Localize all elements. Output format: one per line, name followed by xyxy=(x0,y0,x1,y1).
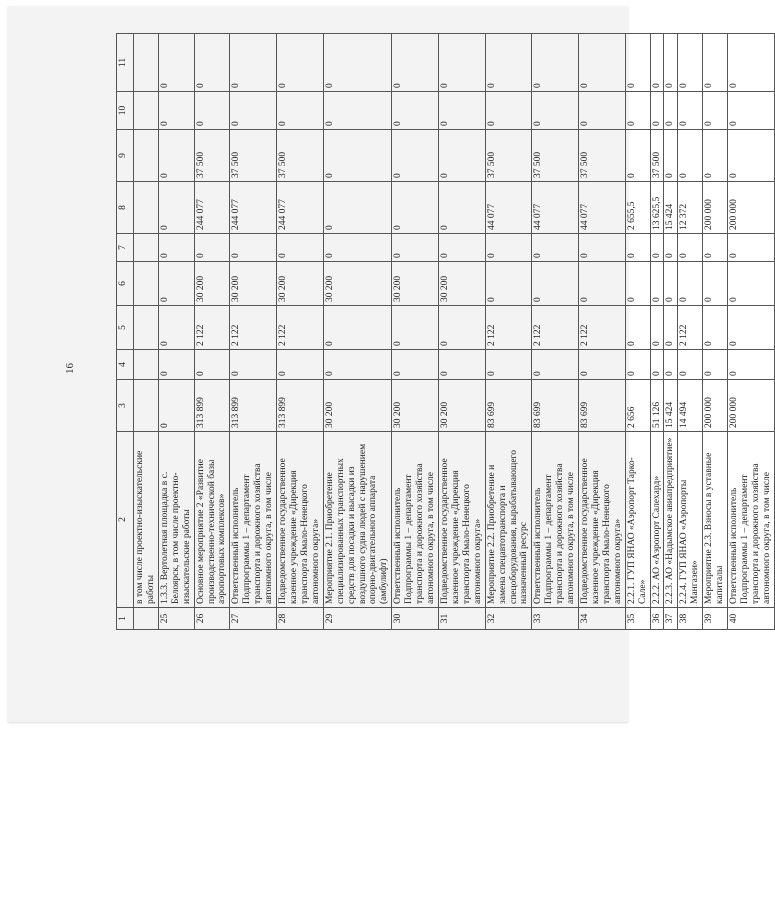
table-row xyxy=(664,34,678,630)
row-value: 0 xyxy=(703,306,728,350)
row-value: 0 xyxy=(230,34,277,92)
row-number: 36 xyxy=(650,608,664,630)
row-name: 2.2.3. АО «Надымское авиапредприятие» xyxy=(664,432,678,608)
row-value xyxy=(134,130,159,182)
row-value: 0 xyxy=(678,130,703,182)
row-value: 244 077 xyxy=(230,182,277,234)
row-value: 0 xyxy=(194,34,230,92)
row-value: 14 494 xyxy=(678,380,703,432)
row-value: 0 xyxy=(438,182,485,234)
row-value: 15 424 xyxy=(664,380,678,432)
row-value: 0 xyxy=(438,234,485,262)
row-value: 0 xyxy=(678,262,703,306)
row-value: 37 500 xyxy=(650,130,664,182)
column-header: 3 xyxy=(117,380,134,432)
row-value: 0 xyxy=(664,92,678,130)
row-value: 0 xyxy=(664,350,678,380)
row-value: 313 899 xyxy=(230,380,277,432)
row-value: 37 500 xyxy=(194,130,230,182)
row-value: 0 xyxy=(158,92,194,130)
row-number: 33 xyxy=(532,608,579,630)
row-value: 2 122 xyxy=(678,306,703,350)
row-value: 0 xyxy=(703,92,728,130)
row-value: 12 372 xyxy=(678,182,703,234)
table-row xyxy=(277,34,324,630)
row-value: 0 xyxy=(438,92,485,130)
table-row xyxy=(230,34,277,630)
row-value: 313 899 xyxy=(194,380,230,432)
row-value: 2 655,5 xyxy=(625,182,650,234)
row-value: 0 xyxy=(728,306,775,350)
row-number xyxy=(134,608,159,630)
row-value: 0 xyxy=(392,306,439,350)
row-value xyxy=(134,262,159,306)
row-value: 0 xyxy=(438,350,485,380)
row-value: 244 077 xyxy=(194,182,230,234)
row-value: 0 xyxy=(532,350,579,380)
column-header: 8 xyxy=(117,182,134,234)
row-value: 0 xyxy=(678,34,703,92)
row-value: 0 xyxy=(664,262,678,306)
row-value: 30 200 xyxy=(323,262,392,306)
row-value: 200 000 xyxy=(703,380,728,432)
row-value: 0 xyxy=(664,130,678,182)
row-value: 0 xyxy=(703,350,728,380)
row-value: 0 xyxy=(625,34,650,92)
row-value: 0 xyxy=(703,130,728,182)
row-name: Подведомственное государственное казенное учреждение «Дирекция транспорта Ямало-Ненецкого автономного округа» xyxy=(438,432,485,608)
row-value: 30 200 xyxy=(438,262,485,306)
row-number: 38 xyxy=(678,608,703,630)
row-name: 2.2.2. АО «Аэропорт Салехард» xyxy=(650,432,664,608)
column-header: 9 xyxy=(117,130,134,182)
row-value: 2 656 xyxy=(625,380,650,432)
row-value: 37 500 xyxy=(277,130,324,182)
row-value: 0 xyxy=(438,130,485,182)
row-value: 0 xyxy=(678,234,703,262)
row-name: Ответственный исполнитель Подпрограммы 1 – департамент транспорта и дорожного хозяйства автономного округа, в том числе xyxy=(532,432,579,608)
row-value: 2 122 xyxy=(579,306,626,350)
row-name: 2.2.1. ГУП ЯНАО «Аэропорт Тарко-Сале» xyxy=(625,432,650,608)
row-value: 0 xyxy=(625,262,650,306)
row-value: 0 xyxy=(728,92,775,130)
row-value: 0 xyxy=(392,130,439,182)
row-value: 0 xyxy=(650,34,664,92)
row-value: 0 xyxy=(230,92,277,130)
row-number: 26 xyxy=(194,608,230,630)
row-value: 0 xyxy=(650,306,664,350)
row-value: 0 xyxy=(158,130,194,182)
row-name: в том числе проектно-изыскательские работы xyxy=(134,432,159,608)
row-value: 44 077 xyxy=(579,182,626,234)
row-value: 0 xyxy=(532,234,579,262)
row-value: 2 122 xyxy=(194,306,230,350)
table-row xyxy=(678,34,703,630)
row-value: 0 xyxy=(158,350,194,380)
row-value: 0 xyxy=(579,34,626,92)
rotated-table-container xyxy=(116,34,772,630)
row-value: 0 xyxy=(650,350,664,380)
row-value: 0 xyxy=(438,34,485,92)
row-number: 34 xyxy=(579,608,626,630)
row-value: 83 699 xyxy=(579,380,626,432)
row-value: 0 xyxy=(277,92,324,130)
row-value: 200 000 xyxy=(703,182,728,234)
row-value: 30 200 xyxy=(194,262,230,306)
row-value: 13 625,5 xyxy=(650,182,664,234)
table-row xyxy=(438,34,485,630)
row-value: 0 xyxy=(650,234,664,262)
row-value xyxy=(134,92,159,130)
row-value: 0 xyxy=(728,262,775,306)
row-value xyxy=(134,234,159,262)
row-value: 0 xyxy=(277,34,324,92)
row-number: 25 xyxy=(158,608,194,630)
row-value: 30 200 xyxy=(277,262,324,306)
row-value: 0 xyxy=(485,262,532,306)
row-name: Подведомственное государственное казенное учреждение «Дирекция транспорта Ямало-Ненецкого автономного округа» xyxy=(277,432,324,608)
row-value: 0 xyxy=(678,92,703,130)
row-value: 0 xyxy=(323,234,392,262)
row-value: 0 xyxy=(532,262,579,306)
row-value: 0 xyxy=(650,92,664,130)
table-row xyxy=(703,34,728,630)
table-row xyxy=(625,34,650,630)
document-page xyxy=(8,6,772,722)
table-row xyxy=(650,34,664,630)
row-value: 0 xyxy=(664,34,678,92)
table-row xyxy=(323,34,392,630)
row-value: 0 xyxy=(664,234,678,262)
row-value: 200 000 xyxy=(728,380,775,432)
row-value: 51 126 xyxy=(650,380,664,432)
table-row xyxy=(134,34,159,630)
row-value: 244 077 xyxy=(277,182,324,234)
column-header: 5 xyxy=(117,306,134,350)
row-value: 30 200 xyxy=(392,262,439,306)
row-value: 0 xyxy=(625,92,650,130)
row-value: 0 xyxy=(438,306,485,350)
row-value: 30 200 xyxy=(230,262,277,306)
row-value: 2 122 xyxy=(485,306,532,350)
row-name: Мероприятие 2.3. Взносы в уставные капиталы xyxy=(703,432,728,608)
row-value: 0 xyxy=(158,262,194,306)
row-value xyxy=(134,306,159,350)
row-value: 2 122 xyxy=(532,306,579,350)
row-value: 0 xyxy=(728,34,775,92)
row-value: 0 xyxy=(650,262,664,306)
row-value xyxy=(134,34,159,92)
row-value: 0 xyxy=(323,34,392,92)
row-value: 0 xyxy=(194,92,230,130)
header-row xyxy=(117,34,134,630)
row-value: 0 xyxy=(323,306,392,350)
row-value: 0 xyxy=(728,234,775,262)
row-number: 28 xyxy=(277,608,324,630)
row-name: Ответственный исполнитель Подпрограммы 1 – департамент транспорта и дорожного хозяйства автономного округа, в том числе xyxy=(392,432,439,608)
row-value: 0 xyxy=(625,234,650,262)
table-row xyxy=(728,34,775,630)
row-value: 0 xyxy=(323,130,392,182)
row-value: 0 xyxy=(392,92,439,130)
row-value: 0 xyxy=(277,350,324,380)
row-value: 0 xyxy=(230,234,277,262)
row-value: 0 xyxy=(703,234,728,262)
row-name: Ответственный исполнитель Подпрограммы 1 – департамент транспорта и дорожного хозяйства автономного округа, в том числе xyxy=(728,432,775,608)
row-value: 0 xyxy=(158,234,194,262)
row-value: 0 xyxy=(703,262,728,306)
row-number: 39 xyxy=(703,608,728,630)
row-value xyxy=(134,182,159,234)
row-value: 313 899 xyxy=(277,380,324,432)
row-value: 0 xyxy=(194,350,230,380)
row-value: 0 xyxy=(392,350,439,380)
row-value: 0 xyxy=(532,92,579,130)
row-number: 40 xyxy=(728,608,775,630)
row-value: 0 xyxy=(323,350,392,380)
row-name: Ответственный исполнитель Подпрограммы 1 – департамент транспорта и дорожного хозяйства автономного округа, в том числе xyxy=(230,432,277,608)
page-number: 16 xyxy=(64,363,76,374)
row-number: 30 xyxy=(392,608,439,630)
row-value: 0 xyxy=(625,350,650,380)
row-number: 37 xyxy=(664,608,678,630)
row-value: 0 xyxy=(579,92,626,130)
row-value: 0 xyxy=(277,234,324,262)
row-value: 0 xyxy=(392,234,439,262)
row-value: 0 xyxy=(158,34,194,92)
row-value: 0 xyxy=(579,234,626,262)
row-value xyxy=(134,380,159,432)
row-number: 32 xyxy=(485,608,532,630)
row-value: 0 xyxy=(728,130,775,182)
row-value: 2 122 xyxy=(230,306,277,350)
row-value: 0 xyxy=(485,34,532,92)
row-value: 0 xyxy=(703,34,728,92)
row-value: 0 xyxy=(532,34,579,92)
table-row xyxy=(392,34,439,630)
row-value: 15 424 xyxy=(664,182,678,234)
row-value: 0 xyxy=(664,306,678,350)
row-value: 0 xyxy=(579,350,626,380)
row-value: 0 xyxy=(323,182,392,234)
column-header: 4 xyxy=(117,350,134,380)
column-header: 1 xyxy=(117,608,134,630)
row-value: 83 699 xyxy=(532,380,579,432)
row-name: Мероприятие 2.2. Приобретение и замена спецавтотранспорта и спецоборудования, вырабатывающего назначенный ресурс xyxy=(485,432,532,608)
table-row xyxy=(485,34,532,630)
row-value: 0 xyxy=(485,92,532,130)
row-value: 0 xyxy=(194,234,230,262)
row-value: 0 xyxy=(678,350,703,380)
column-header: 7 xyxy=(117,234,134,262)
row-value: 0 xyxy=(158,380,194,432)
row-value: 0 xyxy=(625,306,650,350)
row-value: 37 500 xyxy=(485,130,532,182)
row-value: 0 xyxy=(392,182,439,234)
row-value xyxy=(134,350,159,380)
row-value: 0 xyxy=(625,130,650,182)
row-value: 0 xyxy=(323,92,392,130)
row-value: 0 xyxy=(158,306,194,350)
row-value: 2 122 xyxy=(277,306,324,350)
column-header: 10 xyxy=(117,92,134,130)
budget-table xyxy=(116,33,775,630)
table-row xyxy=(579,34,626,630)
row-number: 35 xyxy=(625,608,650,630)
row-name: Подведомственное государственное казенное учреждение «Дирекция транспорта Ямало-Ненецкого автономного округа» xyxy=(579,432,626,608)
row-value: 30 200 xyxy=(323,380,392,432)
row-value: 30 200 xyxy=(392,380,439,432)
row-name: 1.3.3. Вертолетная площадка в с. Белоярск, в том числе проектно-изыскательские работы xyxy=(158,432,194,608)
row-name: Основное мероприятие 2 «Развитие производственно-технической базы аэропортовых комплексов» xyxy=(194,432,230,608)
column-header: 11 xyxy=(117,34,134,92)
row-value: 37 500 xyxy=(532,130,579,182)
row-value: 30 200 xyxy=(438,380,485,432)
table-row xyxy=(194,34,230,630)
row-value: 44 077 xyxy=(485,182,532,234)
row-value: 44 077 xyxy=(532,182,579,234)
column-header: 2 xyxy=(117,432,134,608)
row-name: 2.2.4. ГУП ЯНАО «Аэропорты Мангазеи» xyxy=(678,432,703,608)
row-value: 0 xyxy=(392,34,439,92)
row-number: 29 xyxy=(323,608,392,630)
table-body xyxy=(134,34,775,630)
row-value: 83 699 xyxy=(485,380,532,432)
row-value: 0 xyxy=(230,350,277,380)
row-number: 27 xyxy=(230,608,277,630)
row-number: 31 xyxy=(438,608,485,630)
row-value: 0 xyxy=(158,182,194,234)
row-value: 200 000 xyxy=(728,182,775,234)
row-value: 0 xyxy=(579,262,626,306)
row-value: 0 xyxy=(485,350,532,380)
row-value: 0 xyxy=(728,350,775,380)
column-header: 6 xyxy=(117,262,134,306)
row-value: 0 xyxy=(485,234,532,262)
table-row xyxy=(158,34,194,630)
table-row xyxy=(532,34,579,630)
row-value: 37 500 xyxy=(230,130,277,182)
row-value: 37 500 xyxy=(579,130,626,182)
row-name: Мероприятие 2.1. Приобретение специализированных транспортных средств для посадки и высадки из воздушного судна людей с нарушением опорно-двигательного аппарата (амбулифт) xyxy=(323,432,392,608)
